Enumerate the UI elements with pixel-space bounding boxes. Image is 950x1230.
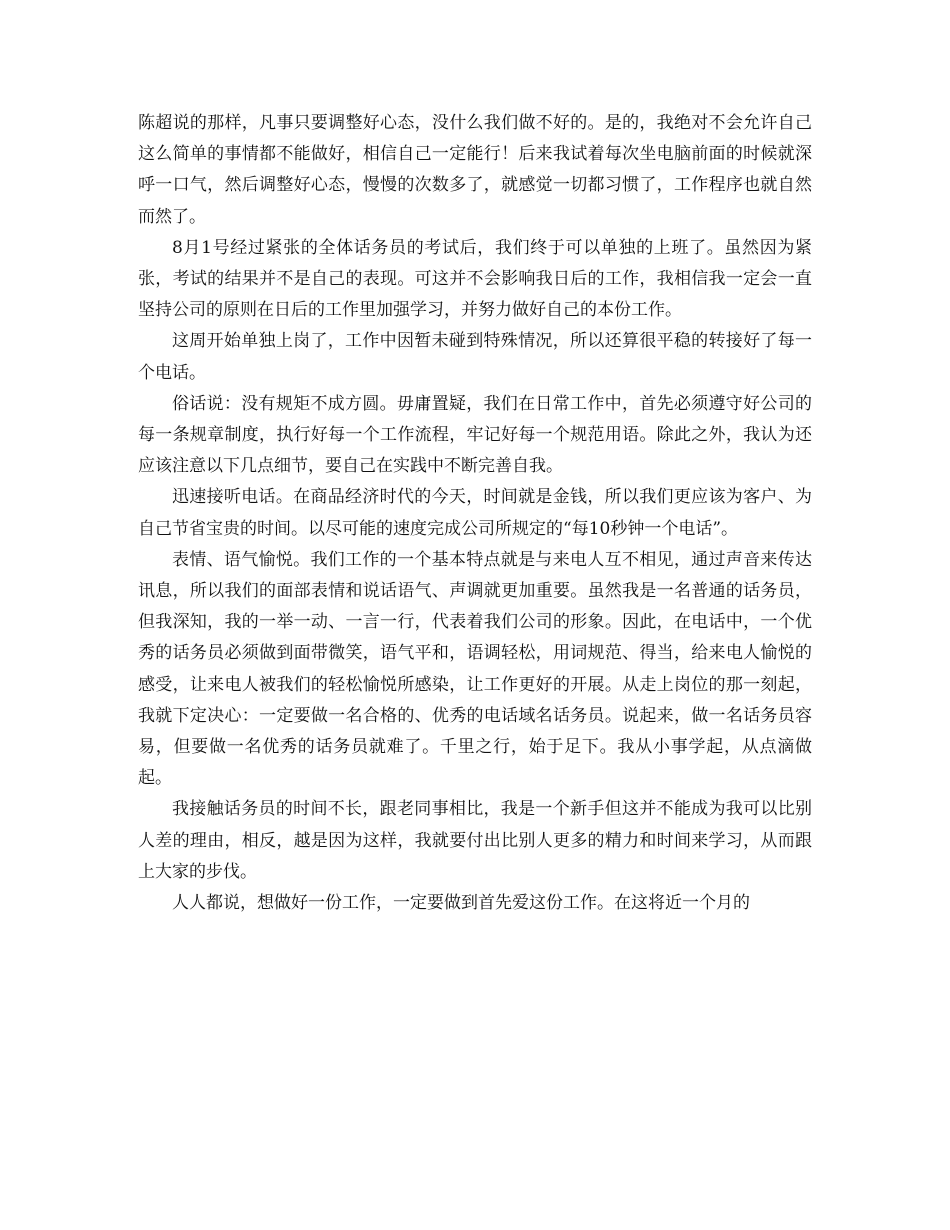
paragraph-7: 我接触话务员的时间不长，跟老同事相比，我是一个新手但这并不能成为我可以比别人差的理由，相反，越是因为这样，我就要付出比别人更多的精力和时间来学习，从而跟上大家的步伐。 [138,799,812,882]
paragraph-2: 8月1号经过紧张的全体话务员的考试后，我们终于可以单独的上班了。虽然因为紧张，考试的结果并不是自己的表现。可这并不会影响我日后的工作，我相信我一定会一直坚持公司的原则在日后的工作里加强学习，并努力做好自己的本份工作。 [138,237,812,321]
paragraph-6: 表情、语气愉悦。我们工作的一个基本特点就是与来电人互不相见，通过声音来传达讯息，所以我们的面部表情和说话语气、声调就更加重要。虽然我是一名普通的话务员，但我深知，我的一举一动、一言一行，代表着我们公司的形象。因此，在电话中，一个优秀的话务员必须做到面带微笑，语气平和，语调轻松，用词规范、得当，给来电人愉悦的感受，让来电人被我们的轻松愉悦所感染，让工作更好的开展。从走上岗位的那一刻起，我就下定决心：一定要做一名合格的、优秀的电话域名话务员。说起来，做一名话务员容易，但要做一名优秀的话务员就难了。千里之行，始于足下。我从小事学起，从点滴做起。 [138,549,812,789]
paragraph-8: 人人都说，想做好一份工作，一定要做到首先爱这份工作。在这将近一个月的 [172,893,750,914]
document-page [138,108,812,919]
paragraph-5: 迅速接听电话。在商品经济时代的今天，时间就是金钱，所以我们更应该为客户、为自己节省宝贵的时间。以尽可能的速度完成公司所规定的“每10秒钟一个电话”。 [138,487,812,539]
paragraph-1: 陈超说的那样，凡事只要调整好心态，没什么我们做不好的。是的，我绝对不会允许自己这么简单的事情都不能做好，相信自己一定能行！后来我试着每次坐电脑前面的时候就深呼一口气，然后调整好心态，慢慢的次数多了，就感觉一切都习惯了，工作程序也就自然而然了。 [138,113,812,227]
paragraph-3: 这周开始单独上岗了，工作中因暂未碰到特殊情况，所以还算很平稳的转接好了每一个电话。 [138,331,812,383]
paragraph-4: 俗话说：没有规矩不成方圆。毋庸置疑，我们在日常工作中，首先必须遵守好公司的每一条规章制度，执行好每一个工作流程，牢记好每一个规范用语。除此之外，我认为还应该注意以下几点细节，要自己在实践中不断完善自我。 [138,393,812,477]
